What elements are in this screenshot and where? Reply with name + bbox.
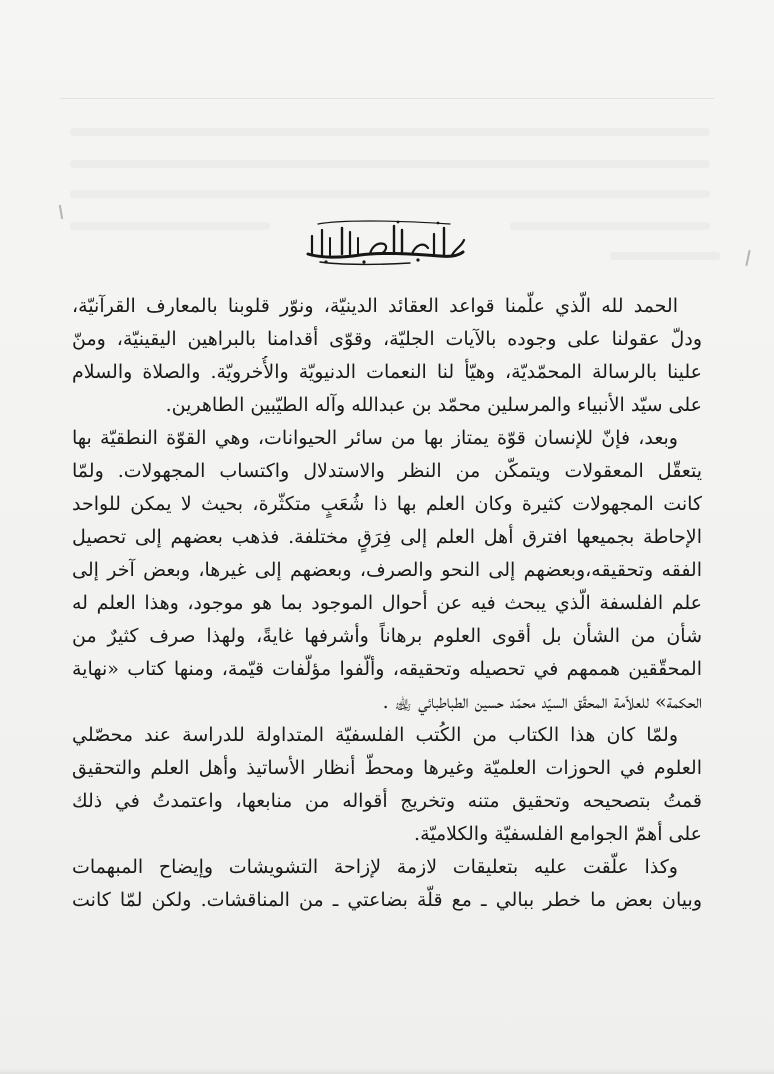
text-line: قمتُ بتصحيحه وتحقيق متنه وتخريج أقواله من منابعها، واعتمدتُ في ذلك: [72, 790, 702, 812]
page-bottom-edge: [0, 1068, 774, 1074]
text-line: المحقّقين هممهم في تحصيله وتحقيقه، وألّفوا مؤلّفات قيّمة، ومنها كتاب «نهاية: [72, 658, 702, 680]
paragraph-first-line: الحمد لله الّذي علّمنا قواعد العقائد الدينيّة، ونوّر قلوبنا بالمعارف القرآنيّة،: [72, 295, 678, 317]
paragraph-first-line: وكذا علّقت عليه بتعليقات لازمة لإزاحة التشويشات وإيضاح المبهمات: [72, 856, 678, 878]
text-line: يتعقّل المعقولات ويتمكّن من النظر والاستدلال واكتساب المجهولات. ولمّا: [72, 460, 702, 482]
text-line: الفقه وتحقيقه،وبعضهم إلى النحو والصرف، وبعضهم إلى غيرها، وبعض آخر إلى: [72, 559, 702, 581]
text-line: على سيّد الأنبياء والمرسلين محمّد بن عبدالله وآله الطيّبين الطاهرين.: [165, 394, 702, 416]
scan-edge-mark: [59, 205, 63, 219]
text-line: علم الفلسفة الّذي يبحث فيه عن أحوال الموجود بما هو موجود، وهذا العلم له: [72, 592, 702, 614]
scan-edge-mark: [745, 250, 750, 266]
show-through-line: [70, 222, 270, 230]
text-line: شأن من الشأن بل أقوى العلوم برهاناً وأشرفها غايةً، ولهذا صرف كثيرٌ من: [72, 625, 702, 647]
paragraph-first-line: ولمّا كان هذا الكتاب من الكُتب الفلسفيّة المتداولة للدراسة عند محصّلي: [72, 724, 678, 746]
text-line: علينا بالرسالة المحمّديّة، وهيّأ لنا النعمات الدنيويّة والأُخرويّة. والصلاة والسلام: [72, 361, 702, 383]
show-through-rule: [60, 98, 714, 99]
text-line: كانت المجهولات كثيرة وكان العلم بها ذا شُعَبٍ متكثّرة، بحيث لا يمكن للواحد: [72, 493, 702, 515]
text-line: الحكمة» للعلاّمة المحقّق السيّد محمّد حسين الطباطبائي ﵀ .: [382, 691, 702, 713]
show-through-line: [70, 190, 710, 198]
text-line: وبيان بعض ما خطر ببالي ـ مع قلّة بضاعتي ـ من المناقشات. ولكن لمّا كانت: [72, 889, 702, 911]
text-line: ودلّ عقولنا على وجوده بالآيات الجليّة، وقوّى أقدامنا بالبراهين اليقينيّة، ومنّ: [72, 328, 702, 350]
body-text: [72, 290, 702, 917]
text-line: على أهمّ الجوامع الفلسفيّة والكلاميّة.: [414, 823, 702, 845]
show-through-line: [610, 252, 720, 260]
paragraph-first-line: وبعد، فإنّ للإنسان قوّة يمتاز بها من سائر الحيوانات، وهي القوّة النطقيّة بها: [72, 427, 678, 449]
show-through-line: [70, 128, 710, 136]
show-through-line: [510, 222, 710, 230]
text-line: الإحاطة بجميعها افترق أهل العلم إلى فِرَقٍ مختلفة. فذهب بعضهم إلى تحصيل: [72, 526, 702, 548]
show-through-line: [70, 160, 710, 168]
text-line: العلوم في الحوزات العلميّة وغيرها ومحطّ أنظار الأساتيذ وأهل العلم والتحقيق: [72, 757, 702, 779]
bismillah-calligraphy: [300, 218, 470, 268]
